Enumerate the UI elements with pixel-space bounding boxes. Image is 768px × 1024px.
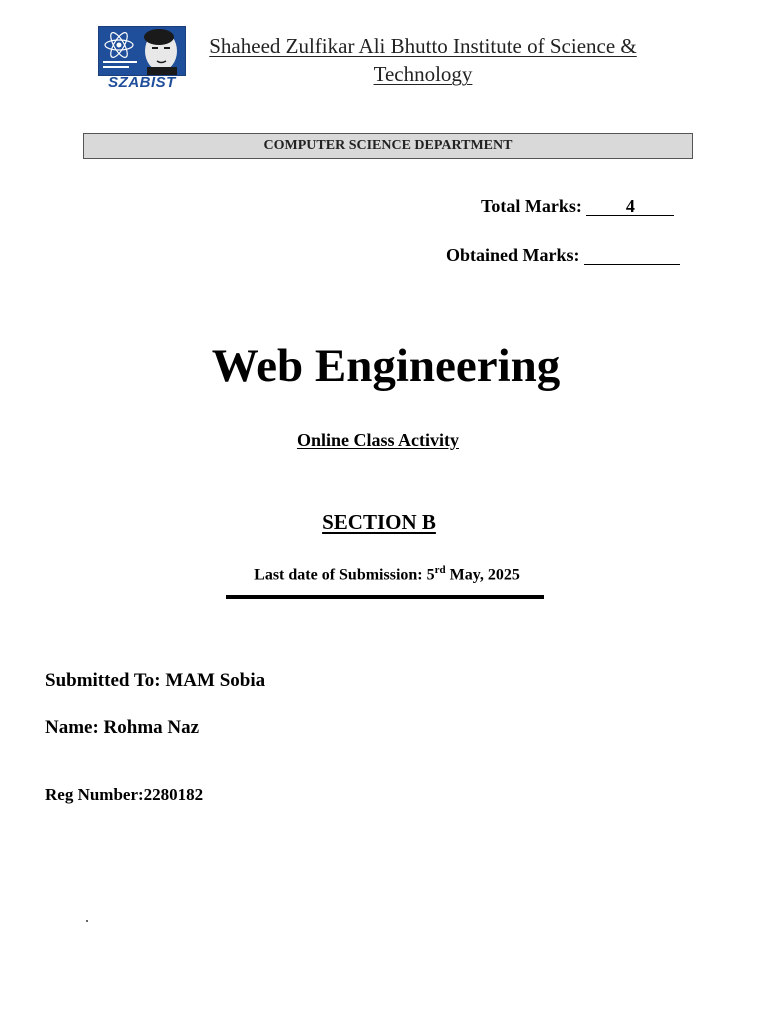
logo-emblem: [98, 26, 186, 76]
registration-number: Reg Number:2280182: [45, 785, 204, 804]
obtained-marks-blank: [584, 246, 680, 265]
submission-deadline: [0, 564, 768, 584]
student-name: Name: Rohma Naz: [45, 717, 200, 738]
submitted-to: Submitted To: MAM Sobia: [45, 670, 266, 691]
obtained-marks: [446, 245, 680, 266]
deadline-day: 5: [426, 566, 435, 584]
stray-dot: [86, 920, 88, 922]
deadline-label: Last date of Submission:: [254, 566, 423, 584]
horizontal-rule: [226, 595, 544, 599]
total-marks-label: Total Marks:: [481, 196, 582, 216]
activity-title: Online Class Activity: [296, 430, 459, 450]
course-title: Web Engineering: [211, 340, 561, 392]
institute-name-line1: Shaheed Zulfikar Ali Bhutto Institute of Science &: [209, 34, 637, 58]
logo-text: SZABIST: [108, 74, 176, 91]
szabist-logo: [98, 26, 184, 94]
deadline-day-suffix: rd: [434, 564, 446, 576]
department-banner: COMPUTER SCIENCE DEPARTMENT: [83, 133, 693, 159]
total-marks-value: 4: [586, 197, 674, 216]
institute-name-line2: Technology: [373, 62, 473, 86]
obtained-marks-label: Obtained Marks:: [446, 245, 580, 265]
deadline-month-year: May, 2025: [449, 566, 520, 584]
institute-name: [196, 32, 650, 88]
section-heading: SECTION B: [322, 510, 436, 534]
total-marks: [481, 196, 674, 217]
